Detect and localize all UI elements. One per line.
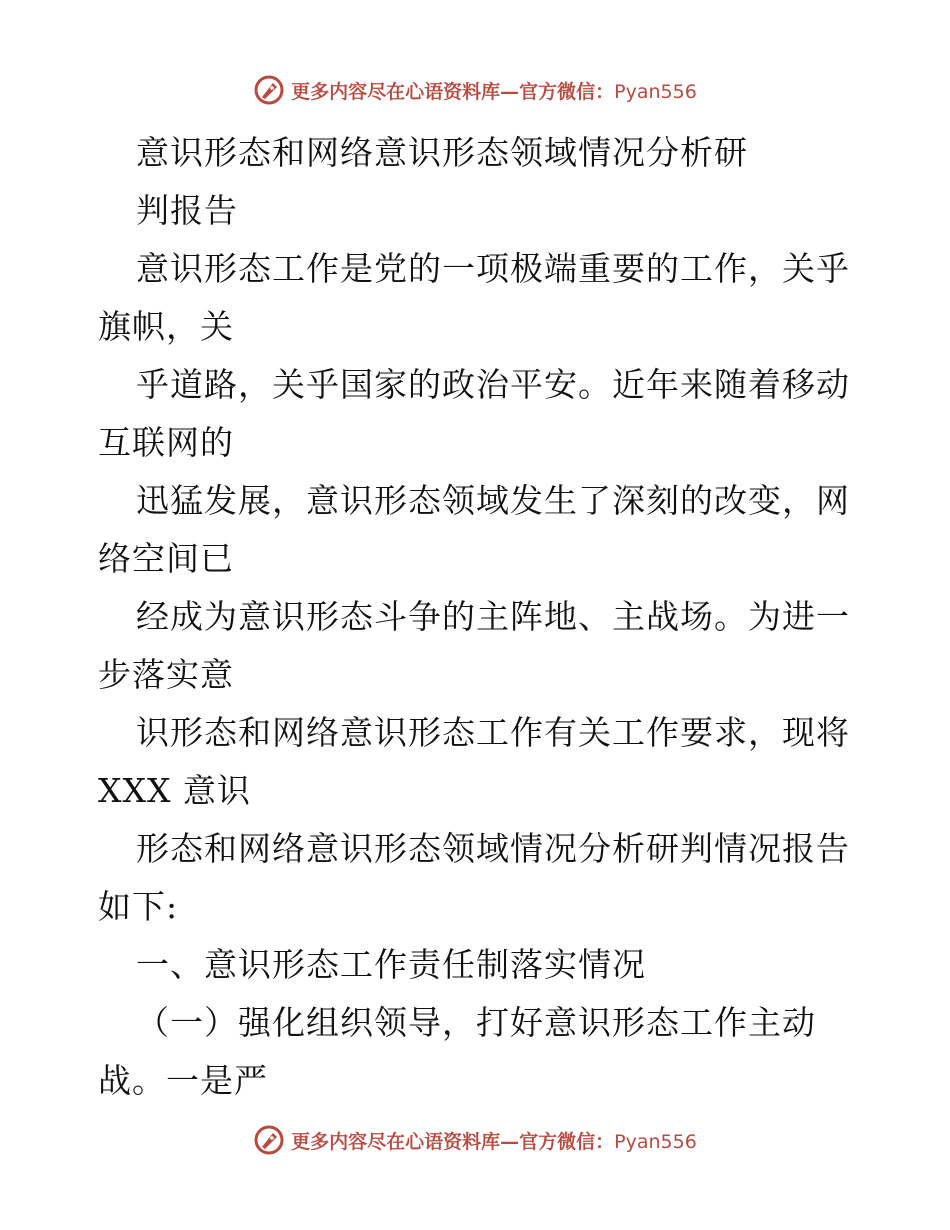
title-line-1: 意识形态和网络意识形态领域情况分析研 xyxy=(136,133,748,172)
document-body xyxy=(98,124,858,1110)
pen-nib-circle-icon xyxy=(253,1124,285,1156)
paragraph-line: 意识形态工作是党的一项极端重要的工作，关乎 xyxy=(136,249,850,288)
paragraph-line: 战。一是严 xyxy=(98,1061,268,1100)
paragraph-line: 如下: xyxy=(98,887,179,926)
paragraph-line: 旗帜，关 xyxy=(98,307,234,346)
paragraph-line: 形态和网络意识形态领域情况分析研判情况报告 xyxy=(136,829,850,868)
watermark-account: Pyan556 xyxy=(614,80,697,103)
paragraph-line: 乎道路，关乎国家的政治平安。近年来随着移动 xyxy=(136,365,850,404)
paragraph-line: 步落实意 xyxy=(98,655,234,694)
paragraph-line: XXX 意识 xyxy=(98,771,251,810)
paragraph-line: 经成为意识形态斗争的主阵地、主战场。为进一 xyxy=(136,597,850,636)
paragraph-line: 迅猛发展，意识形态领域发生了深刻的改变，网 xyxy=(136,481,850,520)
paragraph-line: 互联网的 xyxy=(98,423,234,462)
pen-nib-circle-icon xyxy=(253,74,285,106)
header-watermark xyxy=(0,70,950,110)
paragraph-line: 络空间已 xyxy=(98,539,234,578)
title-line-2: 判报告 xyxy=(136,191,238,230)
section-heading: 一、意识形态工作责任制落实情况 xyxy=(136,945,646,984)
subsection-heading: （一）强化组织领导，打好意识形态工作主动 xyxy=(136,1003,816,1042)
watermark-text: 更多内容尽在心语资料库—官方微信： xyxy=(291,80,615,103)
watermark-account: Pyan556 xyxy=(614,1130,697,1153)
footer-watermark xyxy=(0,1120,950,1160)
paragraph-line: 识形态和网络意识形态工作有关工作要求，现将 xyxy=(136,713,850,752)
watermark-text: 更多内容尽在心语资料库—官方微信： xyxy=(291,1130,615,1153)
